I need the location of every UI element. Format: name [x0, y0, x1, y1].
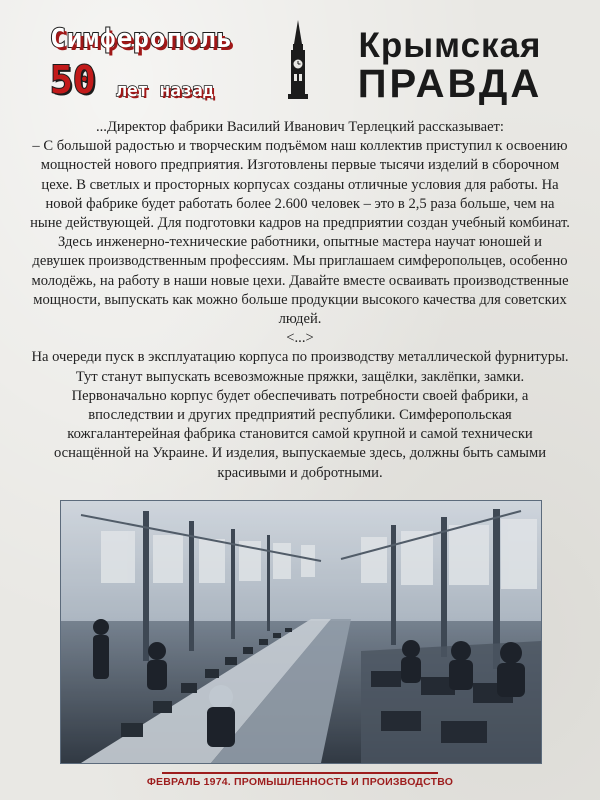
article-paragraph: На очереди пуск в эксплуатацию корпуса по производству металлической фурнитуры. Тут станут выпускать всевозможные пряжки, защёлки, заклёпки, замки. Первоначально корпус будет обеспечивать потребности своей фабрики, а впоследствии и других предприятий республики. Симферопольская кожгалантерейная фабрика становится самой крупной и самой технически оснащённой на Украине. И изделия, выпускаемые здесь, должны быть самыми красивыми и добротными. — [31, 349, 569, 481]
newspaper-logo — [340, 28, 560, 108]
rubric-city: Симферополь — [50, 24, 234, 54]
article-ellipsis: <...> — [286, 330, 314, 347]
newspaper-title-line2: ПРАВДА — [357, 62, 543, 106]
footer-divider — [162, 772, 438, 774]
clock-tower-icon — [284, 20, 312, 100]
footer-caption: ФЕВРАЛЬ 1974. ПРОМЫШЛЕННОСТЬ И ПРОИЗВОДСТВО — [146, 776, 454, 788]
factory-floor-image — [61, 501, 541, 763]
rubric-years-number: 50 — [50, 58, 96, 102]
factory-photo — [60, 500, 542, 764]
newspaper-title-line1: Крымская — [358, 26, 542, 65]
rubric-years-text: лет назад — [116, 80, 214, 101]
article-intro: ...Директор фабрики Василий Иванович Терлецкий рассказывает: — [96, 119, 504, 135]
rubric-logo — [50, 24, 270, 104]
article-quote: – С большой радостью и творческим подъёмом наш коллектив приступил к освоению мощностей нового предприятия. Изготовлены первые тысячи изделий в сборочном цехе. В светлых и просторных корпусах созданы отличные условия для работы. На новой фабрике будет работать более 2.600 человек – это в 2,5 раза больше, чем на ныне действующей. Для подготовки кадров на предприятии создан учебный комбинат. Здесь инженерно-технические работники, опытные мастера научат юношей и девушек производственным профессиям. Мы приглашаем симферопольцев, особенно молодёжь, на работу в наши новые цехи. Давайте вместе осваивать производственные мощности, выпускать как можно больше продукции высокого качества для советских людей. — [30, 138, 570, 328]
masthead — [0, 14, 600, 110]
article-body — [30, 118, 570, 483]
